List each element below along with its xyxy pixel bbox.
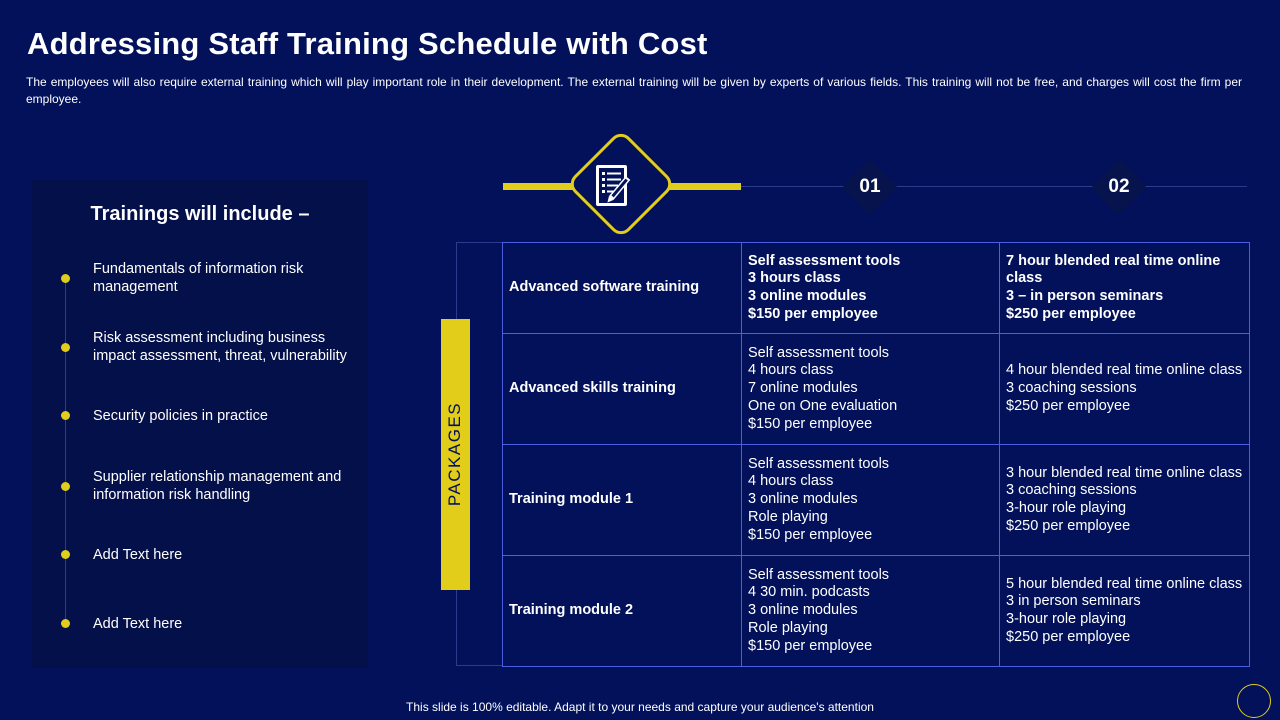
cell-line: $250 per employee bbox=[1006, 305, 1136, 322]
training-table bbox=[502, 242, 1250, 667]
cell-line: 3 online modules bbox=[748, 602, 858, 619]
row-name: Advanced software training bbox=[503, 243, 742, 334]
bullet-dot bbox=[61, 482, 70, 491]
package-1-cell bbox=[742, 556, 1000, 667]
bullet-dot bbox=[61, 550, 70, 559]
step-number: 02 bbox=[1108, 176, 1130, 197]
cell-line: $250 per employee bbox=[1006, 397, 1131, 414]
cell-line: $150 per employee bbox=[748, 526, 873, 543]
cell-line: Self assessment tools bbox=[748, 252, 901, 269]
timeline-line bbox=[65, 276, 66, 624]
panel-title: Trainings will include – bbox=[90, 203, 310, 225]
row-name: Advanced skills training bbox=[503, 334, 742, 445]
package-2-cell bbox=[1000, 334, 1250, 445]
slide-title: Addressing Staff Training Schedule with Cost bbox=[27, 26, 708, 61]
training-item: Add Text here bbox=[93, 616, 183, 632]
cell-line: 4 30 min. podcasts bbox=[748, 584, 870, 601]
cell-line: Role playing bbox=[748, 508, 828, 525]
table-row bbox=[503, 243, 1250, 334]
cell-line: 7 online modules bbox=[748, 380, 858, 397]
cell-line: 4 hours class bbox=[748, 362, 834, 379]
cell-line: Self assessment tools bbox=[748, 566, 890, 583]
cell-line: $150 per employee bbox=[748, 415, 873, 432]
cell-line: 5 hour blended real time online class bbox=[1006, 575, 1243, 592]
cell-line: $250 per employee bbox=[1006, 628, 1131, 645]
cell-line: Self assessment tools bbox=[748, 344, 890, 361]
row-name: Training module 1 bbox=[503, 445, 742, 556]
cell-line: 7 hour blended real time online class bbox=[1006, 252, 1221, 287]
cell-line: 3 online modules bbox=[748, 491, 858, 508]
bullet-dot bbox=[61, 411, 70, 420]
table-row bbox=[503, 556, 1250, 667]
training-item: Risk assessment including business impact assessment, threat, vulnerability bbox=[93, 330, 347, 364]
footer-note: This slide is 100% editable. Adapt it to your needs and capture your audience's attention bbox=[406, 700, 874, 714]
packages-label: PACKAGES bbox=[445, 401, 464, 507]
cell-line: 4 hours class bbox=[748, 473, 834, 490]
cell-line: Self assessment tools bbox=[748, 455, 890, 472]
document-edit-icon bbox=[592, 162, 650, 212]
step-number: 01 bbox=[859, 176, 881, 197]
cell-line: 4 hour blended real time online class bbox=[1006, 362, 1243, 379]
training-item: Add Text here bbox=[93, 547, 183, 563]
training-item: Supplier relationship management and information risk handling bbox=[93, 469, 342, 503]
cell-line: 3 hours class bbox=[748, 270, 841, 287]
header-line bbox=[741, 186, 1247, 187]
table-row bbox=[503, 445, 1250, 556]
cell-line: 3 online modules bbox=[748, 288, 867, 304]
cell-line: 3-hour role playing bbox=[1006, 500, 1127, 516]
package-1-cell bbox=[742, 334, 1000, 445]
bullet-dot bbox=[61, 343, 70, 352]
package-1-cell bbox=[742, 445, 1000, 556]
corner-circle bbox=[1237, 684, 1271, 718]
bullet-dot bbox=[61, 619, 70, 628]
cell-line: 3 coaching sessions bbox=[1006, 482, 1137, 499]
training-item: Security policies in practice bbox=[93, 408, 268, 424]
cell-line: Role playing bbox=[748, 619, 828, 636]
cell-line: $250 per employee bbox=[1006, 517, 1131, 534]
cell-line: 3 coaching sessions bbox=[1006, 380, 1137, 397]
cell-line: 3-hour role playing bbox=[1006, 611, 1127, 627]
cell-line: $150 per employee bbox=[748, 637, 873, 654]
cell-line: $150 per employee bbox=[748, 305, 878, 322]
trainings-panel bbox=[32, 180, 368, 668]
table-row bbox=[503, 334, 1250, 445]
cell-line: 3 in person seminars bbox=[1006, 593, 1141, 610]
package-2-cell bbox=[1000, 243, 1250, 334]
slide-subtitle: The employees will also require external training which will play important role in their development. The external training will be given by experts of various fields. This training will not be free, and charges will cost the firm per employee. bbox=[26, 75, 1242, 106]
cell-line: 3 – in person seminars bbox=[1006, 288, 1164, 304]
package-1-cell bbox=[742, 243, 1000, 334]
cell-line: 3 hour blended real time online class bbox=[1006, 464, 1243, 481]
training-item: Fundamentals of information risk management bbox=[93, 261, 304, 295]
package-2-cell bbox=[1000, 445, 1250, 556]
cell-line: One on One evaluation bbox=[748, 397, 898, 414]
bullet-dot bbox=[61, 274, 70, 283]
package-2-cell bbox=[1000, 556, 1250, 667]
row-name: Training module 2 bbox=[503, 556, 742, 667]
